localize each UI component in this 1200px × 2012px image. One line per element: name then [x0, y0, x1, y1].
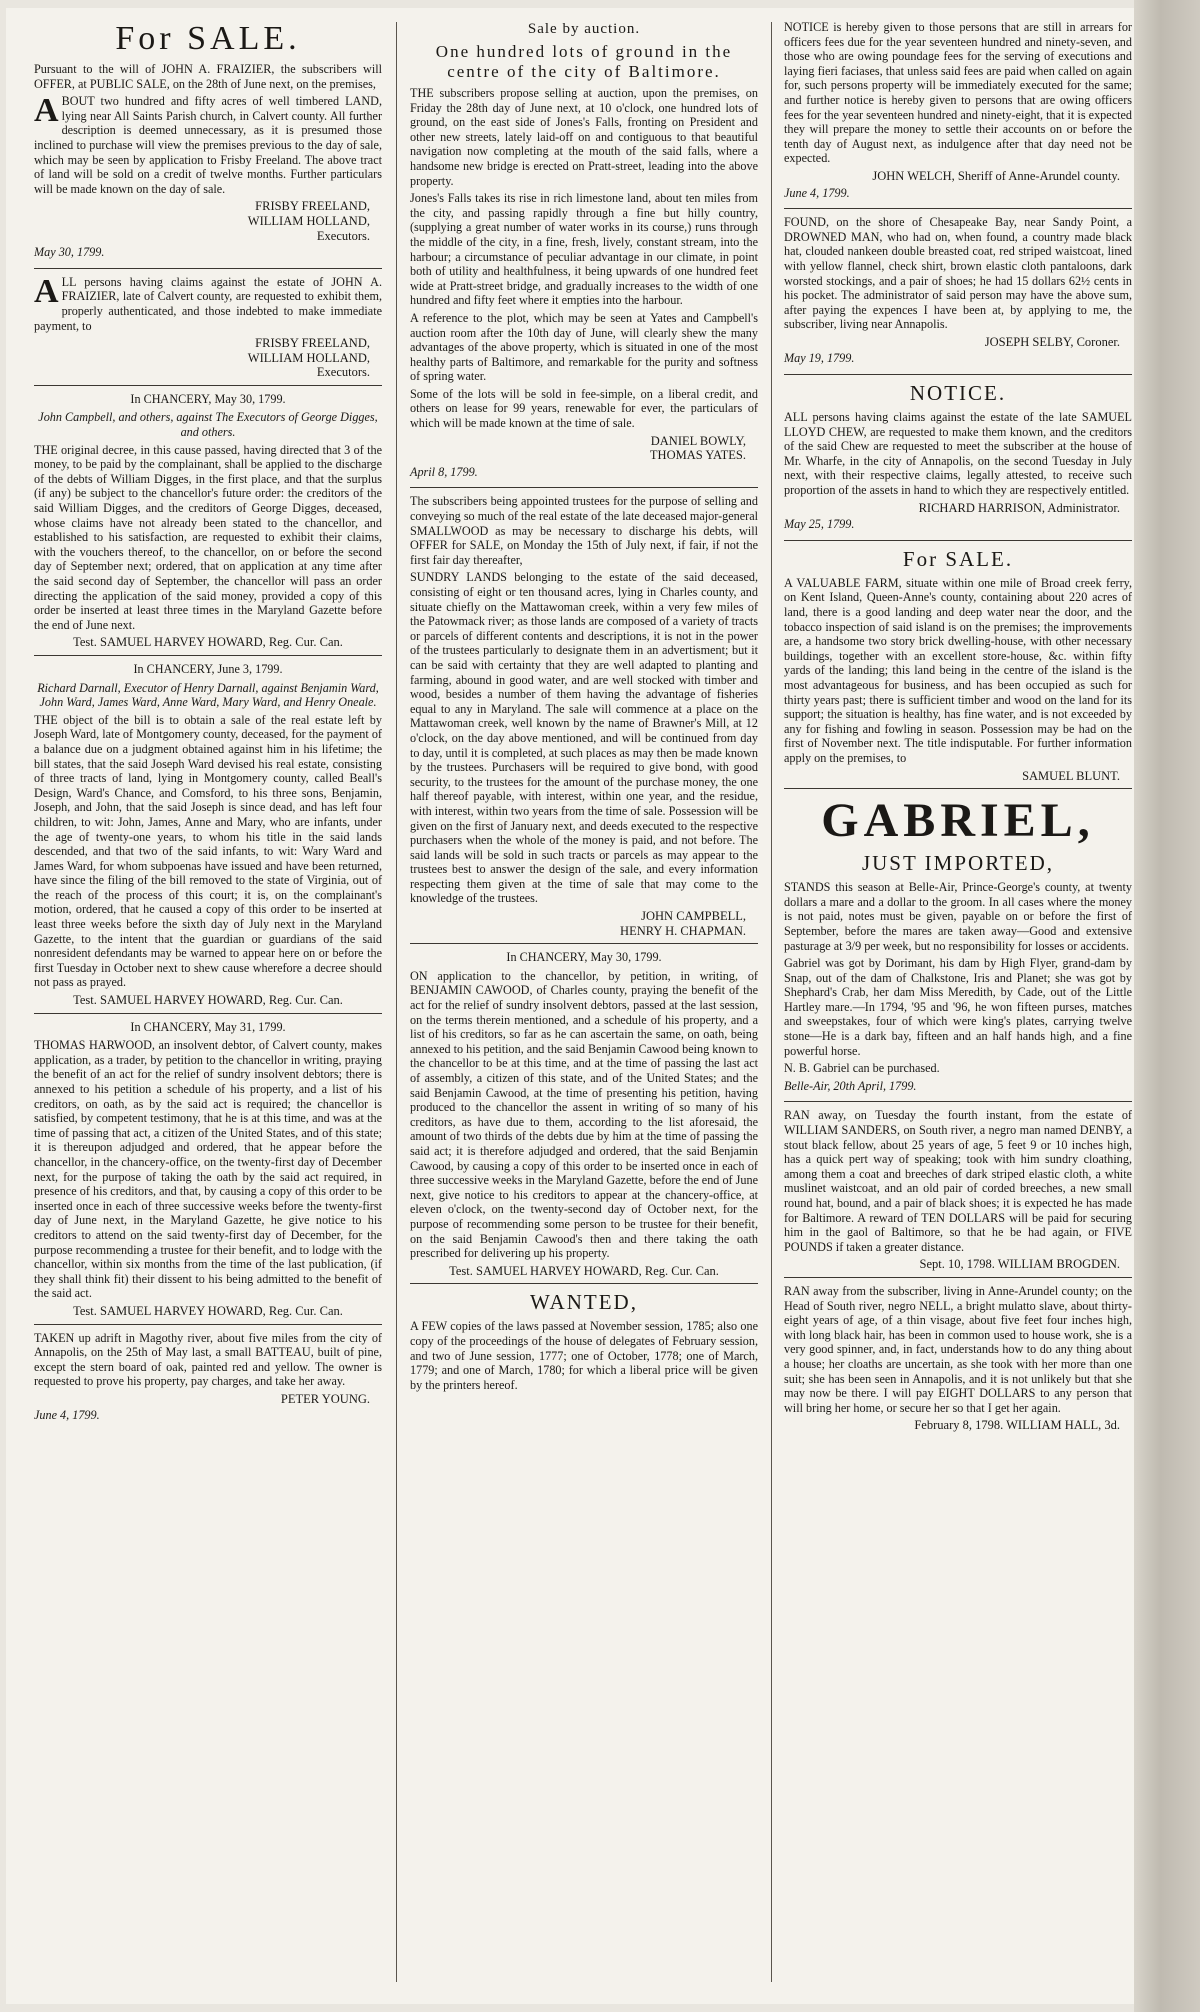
- ad-date: May 19, 1799.: [784, 351, 855, 366]
- ad-body: A FEW copies of the laws passed at November session, 1785; also one copy of the proceedings of the house of delegates of February session, and two of June session, 1777; one of October, 1778; one of March, 1779; and one of March, 1780; for which a liberal price will be given by the printers hereof.: [410, 1319, 758, 1392]
- ad-title: Sale by auction.: [527, 21, 641, 37]
- ad-body: A reference to the plot, which may be seen at Yates and Campbell's auction room after the 10th day of June, will clearly shew the many advantages of the above property, which is situated in one of the most healthy parts of Baltimore, and remarkable for the purity and softness of spring water.: [410, 310, 758, 384]
- ad-body: RAN away, on Tuesday the fourth instant, from the estate of WILLIAM SANDERS, on South river, a negro man named DENBY, a stout black fellow, about 25 years of age, 5 feet 9 or 10 inches high, has a quick pert way of speaking; took with him sundry cloathing, among them a coat and breeches of dark striped elastic cloth, a white muslinet waistcoat, and an old pair of corded breeches, a new small round hat, bound, and a pair of black shoes; it is expected he has made for Baltimore. A reward of TEN DOLLARS will be paid for securing him in the gaol of Baltimore, so that he be had again, or FIVE POUNDS if taken a greater distance.: [784, 1108, 1132, 1254]
- ad-chancery-campbell: [34, 392, 382, 656]
- ad-body: Some of the lots will be sold in fee-simple, on a liberal credit, and others on lease for 99 years, renewable for ever, the particulars of which will be made known at the time of sale.: [410, 386, 758, 431]
- signature: February 8, 1798. WILLIAM HALL, 3d.: [914, 1418, 1120, 1433]
- ad-batteau: [34, 1331, 382, 1432]
- ad-date: June 4, 1799.: [34, 1408, 100, 1423]
- ad-notice-fees: [784, 20, 1132, 209]
- ad-date: June 4, 1799.: [784, 185, 850, 200]
- ad-date: May 30, 1799.: [34, 245, 105, 260]
- ad-body: ON application to the chancellor, by petition, in writing, of BENJAMIN CAWOOD, of Charles county, praying the benefit of the act for the relief of sundry insolvent debtors, passed at the last session, on the terms therein mentioned, and a schedule of his property, and a list of his creditors, so far as he can ascertain the same, on oath, being annexed to his petition, and the said Benjamin Cawood being known to the chancellor to be at this time, and at the time of passing the last act of assembly, a citizen of this state, and of the United States; and the said Benjamin Cawood, at the time of presenting his petition, having produced to the chancellor the assent in writing of so many of his creditors, as have due to them, according to the list aforesaid, the amount of two thirds of the debts due by him at the time of passing the said act; it is therefore adjudged and ordered, that the said Benjamin Cawood, by causing a copy of this order to be inserted once in each of three successive weeks in the Maryland Gazette, before the end of June next, give notice to his creditors to appear at the chancery-office, at eleven o'clock, on the twenty-second day of October next, for the purpose of recommending some person to be trustee for their benefit, on the said Benjamin Cawood's then and there taking the oath prescribed for delivering up his property.: [410, 968, 758, 1261]
- column-rule: [771, 22, 772, 1982]
- ad-heading: In CHANCERY, May 30, 1799.: [130, 391, 286, 406]
- ad-title: For SALE.: [115, 20, 301, 57]
- signature: Test. SAMUEL HARVEY HOWARD, Reg. Cur. Can.: [73, 1303, 343, 1318]
- ad-date: Belle-Air, 20th April, 1799.: [784, 1078, 917, 1093]
- signature: FRISBY FREELAND,: [255, 336, 370, 351]
- signature: Test. SAMUEL HARVEY HOWARD, Reg. Cur. Can.: [73, 635, 343, 650]
- ad-title: For SALE.: [902, 546, 1014, 571]
- column-right: [784, 20, 1132, 1444]
- ad-body: SUNDRY LANDS belonging to the estate of the said deceased, consisting of eight or ten thousand acres, lying in Charles county, and situate chiefly on the Mattawoman creek, within a very few miles of the Patowmack river; as those lands are composed of a variety of tracts or parcels of different contents and descriptions, it is not in the power of the trustees particularly to designate them in an advertisment; but it can be said with certainty that they are well adapted to planting and farming, abound in good water, and are well stocked with timber and wood, besides a number of them having the advantage of fisheries equal to any in Maryland. The sale will commence at a place on the Mattawoman creek, well known by the name of Brawner's Mill, at 12 o'clock, on the day above mentioned, and will be continued from day to day, until it is completed, at such places as may then be made known by the trustees. Purchasers will be required to give bond, with good security, to the trustees for the amount of the purchase money, the one half thereof payable, with interest, within one year, and the residue, with interest, within two years from the time of sale. Possession will be given on the first of January next, and deeds executed to the respective purchasers when the whole of the money is paid, and not before. The said lands will be sold in such tracts or parcels as may appear to the trustees best to answer the design of the sale, and every information respecting them given at the time of sale that may come to the knowledge of the trustees.: [410, 570, 758, 906]
- ad-found-drowned-man: [784, 215, 1132, 375]
- ad-for-sale-farm: [784, 547, 1132, 789]
- ad-body: THE original decree, in this cause passed, having directed that 3 of the money, to be paid by the complainant, shall be applied to the discharge of the debts of William Digges, in the first place, and that the surplus (if any) be subject to the chancellor's future order: the creditors of the said William Digges, and the creditors of George Digges, deceased, whose claims have not already been stated to the chancellor, and established to his satisfaction, are requested to exhibit their claims, with the vouchers thereof, to the chancellor, on or before the second day of September next; ordered, that on application at any time after the said second day of September, the chancellor will pass an order directing the application of the said money, provided a copy of this order be inserted at least three times in the Maryland Gazette before the end of June next.: [34, 442, 382, 632]
- ad-body: ABOUT two hundred and fifty acres of well timbered LAND, lying near All Saints Parish church, in Calvert county. All further description is deemed unnecessary, as it is presumed those inclined to purchase will view the premises previous to the day of sale, which may be seen by application to Frisby Freeland. The above tract of land will be sold on a credit of twelve months. Further particulars will be made known on the day of sale.: [34, 92, 382, 196]
- column-middle: [410, 20, 758, 1406]
- drop-cap: A: [34, 272, 59, 310]
- ad-date: May 25, 1799.: [784, 517, 855, 532]
- ad-heading: In CHANCERY, June 3, 1799.: [133, 661, 283, 676]
- ad-subtitle: One hundred lots of ground in the centre of the city of Baltimore.: [435, 42, 733, 81]
- signature: THOMAS YATES.: [649, 448, 746, 463]
- signature-role: Executors.: [316, 228, 370, 243]
- case-title: Richard Darnall, Executor of Henry Darnall, against Benjamin Ward, John Ward, James Ward, Anne Ward, Mary Ward, and Henry Oneale.: [37, 680, 379, 710]
- ad-runaway-denby: [784, 1108, 1132, 1278]
- ad-body: STANDS this season at Belle-Air, Prince-George's county, at twenty dollars a mare and a dollar to the groom. In all cases where the money is not paid, notes must be given, payable on or before the first of September, before the mares are taken away—Good and extensive pasturage at 3/9 per week, but no responsibility for losses or accidents.: [784, 880, 1132, 953]
- page-edge-shadow: [1134, 0, 1200, 2012]
- ad-body: NOTICE is hereby given to those persons that are still in arrears for officers fees due for the year seventeen hundred and ninety-seven, and those who are owing poundage fees for the serving of executions and laying fieri faciases, that unless said fees are paid when called on again for, such persons property will be immediately executed for the same; and further notice is hereby given to persons that are owing officers fees for the year seventeen hundred and ninety-eight, that it is expected they will prepare the money to settle their accounts on or before the tenth day of August next, as indulgence after that day need not be expected.: [784, 20, 1132, 166]
- signature: Test. SAMUEL HARVEY HOWARD, Reg. Cur. Can.: [449, 1263, 719, 1278]
- signature: WILLIAM HOLLAND,: [247, 350, 370, 365]
- ad-for-sale-fraizier: [34, 20, 382, 269]
- ad-body: ALL persons having claims against the estate of the late SAMUEL LLOYD CHEW, are requested to make them known, and the creditors of the said Chew are requested to meet the subscriber at the house of Mr. Wharfe, in the city of Annapolis, on the second Tuesday in July next, with their respective claims, legally attested, to receive such proportion of the assets in hand to which they are respectively entitled.: [784, 410, 1132, 498]
- ad-wanted-laws: [410, 1290, 758, 1400]
- ad-title: GABRIEL,: [821, 794, 1095, 848]
- ad-body: RAN away from the subscriber, living in Anne-Arundel county; on the Head of South river, negro NELL, a bright mulatto slave, about thirty-eight years of age, of a thin visage, about five feet four inches high, with long black hair, has been in common used to house work, she is a very good spinner, and, in fact, understands how to do any thing about a house; her cloaths are uncertain, as she took with her more than one suit; she has been seen in Annapolis, and it is not unlikely but that she may now be there. I will pay EIGHT DOLLARS to any person that will bring her home, or secure her so that I get her again.: [784, 1283, 1132, 1415]
- ad-heading: In CHANCERY, May 30, 1799.: [506, 950, 662, 965]
- signature-role: Executors.: [316, 365, 370, 380]
- signature: JOHN WELCH, Sheriff of Anne-Arundel county.: [872, 168, 1120, 183]
- signature: PETER YOUNG.: [280, 1391, 370, 1406]
- drop-cap: A: [34, 92, 59, 130]
- ad-chancery-darnall: [34, 662, 382, 1014]
- signature: DANIEL BOWLY,: [650, 433, 746, 448]
- signature: WILLIAM HOLLAND,: [247, 213, 370, 228]
- ad-body: Jones's Falls takes its rise in rich limestone land, about ten miles from the city, and passing rapidly through a fine but hilly country, (supplying a great number of water works in its course,) runs through the middle of the city, in a fine, fresh, lively, constant stream, into the harbour; a circumstance of peculiar advantage in our climate, in point both of utility and healthfulness, it being upwards of one hundred feet wide at Pratt-street bridge, and gradually increases to the width of one hundred and fifty feet where it empties into the harbour.: [410, 191, 758, 308]
- ad-body: THE object of the bill is to obtain a sale of the real estate left by Joseph Ward, late of Montgomery county, deceased, for the payment of a balance due on a judgment obtained against him in his lifetime; the bill states, that the said Joseph Ward devised his real estate, consisting of three tracts of land, lying in Montgomery county, called Beall's Design, Ward's Chance, and Comsford, to his three sons, Benjamin, Joseph, and John, that the said Joseph is since dead, and has left four children, to wit: John, James, Anne and Mary, who are infants, under the age of twenty-one years, to whom his title in the said lands descended, and that two of the said infants, to wit: Wary Ward and James Ward, for whom subpoenas have issued and have been returned, have since the filing of the bill removed to the state of Virginia, out of the reach of the process of this court; it is, on the complainant's motion, ordered, that he caused a copy of this order to be inserted at least three weeks before the sixth day of July next in the Maryland Gazette, to the intent that the guardian or guardians of the said nonresident defendants may be warned to appear here on or before the first Tuesday in October next to shew cause wherefore a decree should not pass as prayed.: [34, 712, 382, 990]
- signature: HENRY H. CHAPMAN.: [620, 923, 746, 938]
- ad-note: N. B. Gabriel can be purchased.: [784, 1061, 940, 1076]
- ad-title: WANTED,: [530, 1290, 638, 1315]
- ad-intro: The subscribers being appointed trustees for the purpose of selling and conveying so much of the real estate of the late deceased major-general SMALLWOOD as may be necessary to discharge his debts, will OFFER for SALE, on Monday the 15th of July next, if fair, if not the first fair day thereafter,: [410, 494, 758, 567]
- ad-heading: In CHANCERY, May 31, 1799.: [130, 1019, 286, 1034]
- ad-notice-chew: [784, 381, 1132, 541]
- ad-body: ALL persons having claims against the estate of JOHN A. FRAIZIER, late of Calvert county, are requested to exhibit them, properly authenticated, and those indebted to make immediate payment, to: [34, 272, 382, 333]
- ad-chancery-harwood: [34, 1020, 382, 1325]
- newspaper-page: [6, 8, 1134, 2004]
- ad-body: THE subscribers propose selling at auction, upon the premises, on Friday the 28th day of June next, at 10 o'clock, one hundred lots of ground, on the east side of Jones's Falls, fronting on President and other new streets, lately laid-off on and contiguous to that beautiful navigation now completing at the mouth of the said falls, where a handsome new bridge is erected on Pratt-street, leading into the above property.: [410, 86, 758, 188]
- ad-chancery-cawood: [410, 950, 758, 1284]
- ad-body: A VALUABLE FARM, situate within one mile of Broad creek ferry, on Kent Island, Queen-Anne's county, containing about 220 acres of land, there is a good landing and deep water near the door, and the tobacco inspection of said island is on the premises; the improvements are, a handsome two story brick dwelling-house, with other necessary buildings, together with an excellent store-house, &c. within fifty yards of the landing; this land being in the centre of the island is the most advantageous for business, and has been occupied as such for thirty years past; there is sufficient timber and wood on the land for its support; the situation is healthy, has fine water, and is not exceeded by any for fishing and fowling in season. Possession may be had on the first of November next. The title indisputable. For further information apply on the premises, to: [784, 575, 1132, 765]
- case-title: John Campbell, and others, against The Executors of George Digges, and others.: [38, 410, 378, 440]
- ad-body: TAKEN up adrift in Magothy river, about five miles from the city of Annapolis, on the 25th of May last, a small BATTEAU, built of pine, except the stern board of oak, painted red and yellow. The owner is requested to prove his property, pay charges, and take her away.: [34, 1330, 382, 1389]
- ad-body: Gabriel was got by Dorimant, his dam by High Flyer, grand-dam by Snap, out of the dam of Chalkstone, Iris and Planet; she was got by Shephard's Crab, her dam Miss Meredith, by Cade, out of the Little Hartley mare.—In 1794, '95 and '96, he won fifteen purses, matches and sweepstakes, four of which were king's plates, carrying twelve stone—He is a dark bay, fifteen and an half hands high, and a fine powerful horse.: [784, 956, 1132, 1058]
- signature: Test. SAMUEL HARVEY HOWARD, Reg. Cur. Can.: [73, 993, 343, 1008]
- signature: FRISBY FREELAND,: [255, 199, 370, 214]
- column-left: [34, 20, 382, 1437]
- ad-title: NOTICE.: [909, 381, 1007, 406]
- ad-gabriel: [784, 795, 1132, 1102]
- ad-runaway-nell: [784, 1284, 1132, 1438]
- ad-date: April 8, 1799.: [410, 464, 478, 479]
- signature: Sept. 10, 1798. WILLIAM BROGDEN.: [919, 1257, 1120, 1272]
- signature: RICHARD HARRISON, Administrator.: [918, 500, 1120, 515]
- ad-intro: Pursuant to the will of JOHN A. FRAIZIER, the subscribers will OFFER, at PUBLIC SALE, on the 28th of June next, on the premises,: [34, 62, 382, 91]
- signature: SAMUEL BLUNT.: [1022, 768, 1120, 783]
- ad-smallwood-lands: [410, 494, 758, 944]
- signature: JOSEPH SELBY, Coroner.: [984, 334, 1120, 349]
- ad-body: FOUND, on the shore of Chesapeake Bay, near Sandy Point, a DROWNED MAN, who had on, when found, a country made black hat, clouded nankeen double breasted coat, red striped waistcoat, lined with yellow flannel, check shirt, brown elastic cloth pantaloons, dark worsted stockings, and a pair of shoes; he had 15 dollars 62½ cents in his pocket. The administrator of said person may have the above sum, after paying the expences I have been at, by applying to me, the subscriber, living near Annapolis.: [784, 215, 1132, 332]
- ad-auction-baltimore: [410, 20, 758, 488]
- ad-claims-fraizier: [34, 272, 382, 386]
- signature: JOHN CAMPBELL,: [641, 909, 746, 924]
- column-rule: [396, 22, 397, 1982]
- ad-body: THOMAS HARWOOD, an insolvent debtor, of Calvert county, makes application, as a trader, by petition to the chancellor in writing, praying the benefit of an act for the relief of sundry insolvent debtors; there is annexed to his petition a schedule of his property, and a list of his creditors, on oath, as by the said act is required; the chancellor is satisfied, by competent testimony, that he is at this time, and was at the time of passing that act, a citizen of the United States, and of this state; it is thereupon adjudged and ordered, that he appear before the chancellor, in the chancery-office, on the twenty-first day of December next, for the purpose of taking the oath by the said act required, in presence of his creditors, and that, by causing a copy of this order to be inserted once in each of three successive weeks before the twenty-first day of June next, in the Maryland Gazette, he give notice to his creditors to attend on the said twenty-first day of December, for the purpose recommending a trustee for their benefit, and to lodge with the chancellor, within six months from the time of the last publication, (if they shall think fit) their dissent to his being admitted to the benefit of the said act.: [34, 1038, 382, 1301]
- ad-subtitle: JUST IMPORTED,: [861, 851, 1055, 876]
